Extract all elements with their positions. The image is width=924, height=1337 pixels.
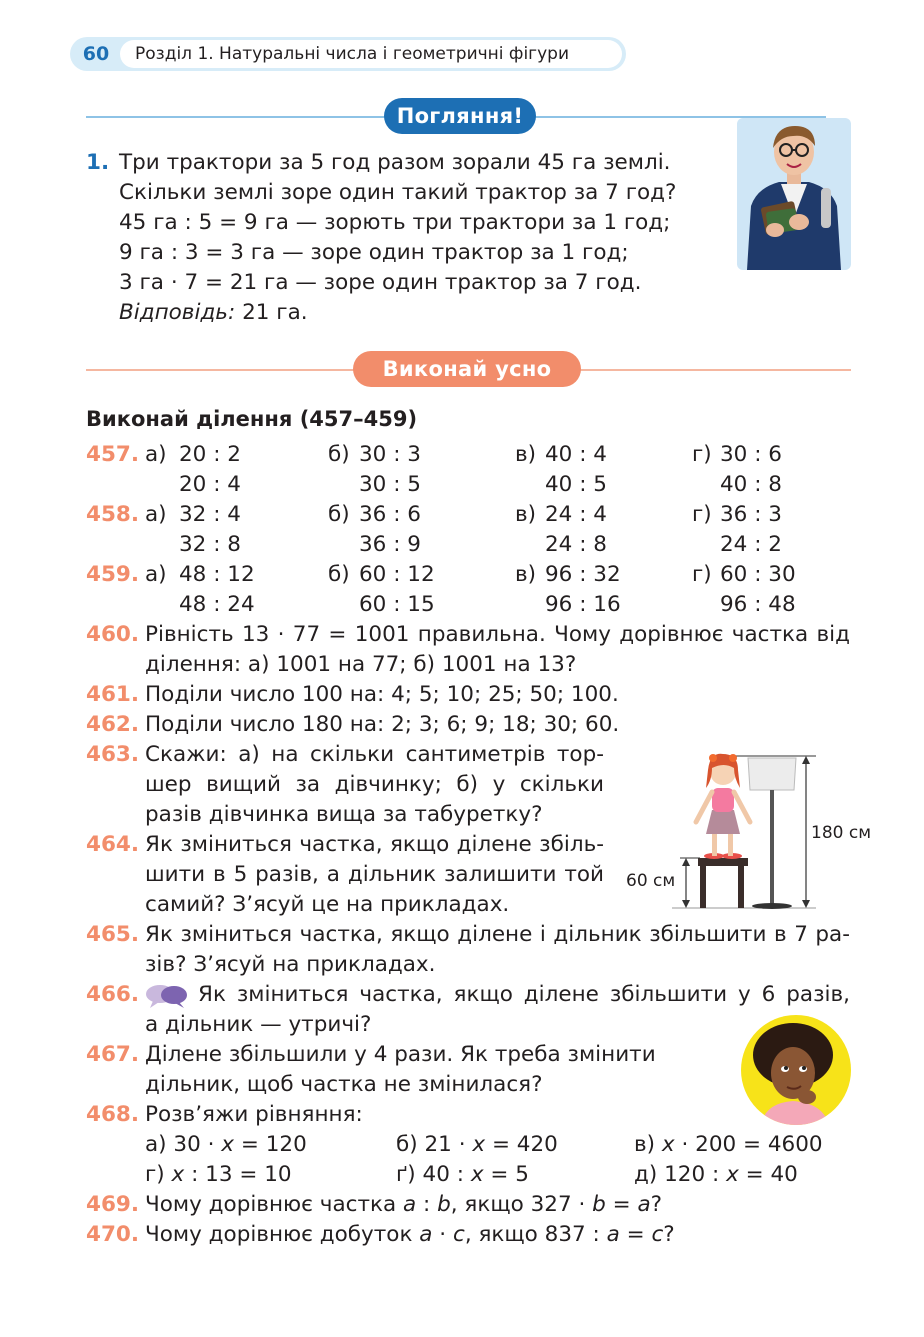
eq-post: : 13 = 10 (184, 1162, 292, 1187)
label: в) (515, 442, 537, 467)
look-task-number: 1. (86, 150, 110, 175)
label: б) (328, 502, 350, 527)
eq-post: · 200 = 4600 (674, 1132, 823, 1157)
expr: 20 : 2 (179, 442, 241, 467)
task-463-line-3: разів дівчинка вища за табуретку? (145, 802, 543, 827)
expr: 96 : 32 (545, 562, 621, 587)
var-a: a (403, 1192, 417, 1217)
expr: 48 : 12 (179, 562, 255, 587)
eq-var: x (472, 1132, 486, 1157)
expr: 96 : 48 (720, 592, 796, 617)
page-number: 60 (82, 43, 110, 65)
task-number-457: 457. (86, 442, 140, 467)
eq-label: а) (145, 1132, 167, 1157)
task-462-text: Поділи число 180 на: 2; 3; 6; 9; 18; 30; 60. (145, 712, 620, 737)
task-469-text (145, 1190, 662, 1220)
eq-post: = 5 (483, 1162, 529, 1187)
task-465-line-1: Як зміниться частка, якщо ділене і дільник збільшити в 7 ра- (145, 922, 850, 947)
var-b: b (592, 1192, 606, 1217)
expr: 60 : 30 (720, 562, 796, 587)
expr: 24 : 4 (545, 502, 607, 527)
eq-label: г) (145, 1162, 165, 1187)
task-467-line-1: Ділене збільшили у 4 рази. Як треба змінити (145, 1042, 656, 1067)
var-c: c (452, 1222, 465, 1247)
task-463-line-1: Скажи: а) на скільки сантиметрів тор- (145, 742, 604, 767)
text: = (619, 1222, 652, 1247)
eq-pre: 30 · (173, 1132, 222, 1157)
equation-g (145, 1160, 292, 1190)
task-number-460: 460. (86, 622, 140, 647)
expr: 60 : 12 (359, 562, 435, 587)
expr: 30 : 3 (359, 442, 421, 467)
task-467-line-2: дільник, щоб частка не змінилася? (145, 1072, 543, 1097)
expr: 32 : 8 (179, 532, 241, 557)
eq-label: д) (634, 1162, 658, 1187)
text: ? (663, 1222, 675, 1247)
task-number-465: 465. (86, 922, 140, 947)
text: Чому дорівнює добуток (145, 1222, 420, 1247)
eq-var: x (661, 1132, 675, 1157)
var-a: a (419, 1222, 433, 1247)
eq-post: = 420 (485, 1132, 558, 1157)
chapter-title: Розділ 1. Натуральні числа і геометричні фігури (135, 44, 570, 64)
eq-pre: 120 : (664, 1162, 727, 1187)
boy-photo (737, 118, 851, 270)
task-468-text: Розв’яжи рівняння: (145, 1102, 363, 1127)
girl-thinking-photo (741, 1015, 851, 1125)
expr: 24 : 8 (545, 532, 607, 557)
look-line-1: Три трактори за 5 год разом зорали 45 га землі. (119, 150, 671, 175)
task-463-line-2: шер вищий за дівчинку; б) у скільки (145, 772, 604, 797)
text: , якщо 837 : (464, 1222, 607, 1247)
expr: 20 : 4 (179, 472, 241, 497)
label: а) (145, 562, 167, 587)
equation-d (634, 1160, 798, 1190)
expr: 60 : 15 (359, 592, 435, 617)
equation-gg (396, 1160, 529, 1190)
task-number-463: 463. (86, 742, 140, 767)
eq-label: б) (396, 1132, 418, 1157)
task-number-467: 467. (86, 1042, 140, 1067)
expr: 40 : 5 (545, 472, 607, 497)
label: б) (328, 562, 350, 587)
text: ? (650, 1192, 663, 1217)
task-465-line-2: зів? З’ясуй на прикладах. (145, 952, 436, 977)
eq-var: x (171, 1162, 185, 1187)
eq-var: x (221, 1132, 235, 1157)
expr: 32 : 4 (179, 502, 241, 527)
label-180cm: 180 см (811, 823, 872, 843)
oral-heading: Виконай ділення (457–459) (86, 407, 418, 431)
task-466-line-2: а дільник — утричі? (145, 1012, 372, 1037)
look-title: Погляння! (384, 98, 536, 134)
eq-pre: 40 : (422, 1162, 471, 1187)
task-number-464: 464. (86, 832, 140, 857)
task-number-461: 461. (86, 682, 140, 707)
expr: 36 : 6 (359, 502, 421, 527)
look-line-5: 3 га · 7 = 21 га — зоре один трактор за 7 год. (119, 270, 642, 295)
eq-label: ґ) (396, 1162, 416, 1187)
expr: 30 : 5 (359, 472, 421, 497)
task-460-line-1: Рівність 13 · 77 = 1001 правильна. Чому дорівнює частка від (145, 622, 850, 647)
task-464-line-2: шити в 5 разів, а дільник залишити той (145, 862, 604, 887)
expr: 40 : 4 (545, 442, 607, 467)
label-60cm: 60 см (626, 871, 676, 891)
expr: 36 : 3 (720, 502, 782, 527)
var-c: c (651, 1222, 664, 1247)
label: г) (692, 562, 712, 587)
task-number-459: 459. (86, 562, 140, 587)
label: в) (515, 562, 537, 587)
speech-bubbles-icon (145, 983, 189, 1009)
var-b: b (437, 1192, 451, 1217)
var-a: a (606, 1222, 620, 1247)
task-number-458: 458. (86, 502, 140, 527)
equation-b (396, 1130, 558, 1160)
task-464-line-3: самий? З’ясуй це на прикладах. (145, 892, 510, 917)
task-461-text: Поділи число 100 на: 4; 5; 10; 25; 50; 100. (145, 682, 619, 707)
expr: 40 : 8 (720, 472, 782, 497)
var-a: a (637, 1192, 651, 1217)
look-answer (119, 298, 308, 328)
equation-v (634, 1130, 823, 1160)
task-number-470: 470. (86, 1222, 140, 1247)
expr: 30 : 6 (720, 442, 782, 467)
expr: 48 : 24 (179, 592, 255, 617)
task-number-468: 468. (86, 1102, 140, 1127)
eq-var: x (726, 1162, 739, 1187)
text: · (432, 1222, 453, 1247)
task-number-462: 462. (86, 712, 140, 737)
text: Чому дорівнює частка (145, 1192, 403, 1217)
text: : (416, 1192, 438, 1217)
eq-post: = 40 (738, 1162, 798, 1187)
text: , якщо 327 · (450, 1192, 593, 1217)
expr: 24 : 2 (720, 532, 782, 557)
eq-pre: 21 · (424, 1132, 473, 1157)
oral-title: Виконай усно (353, 351, 581, 387)
look-line-4: 9 га : 3 = 3 га — зоре один трактор за 1 год; (119, 240, 629, 265)
eq-post: = 120 (234, 1132, 307, 1157)
label: а) (145, 442, 167, 467)
task-464-line-1: Як зміниться частка, якщо ділене збіль- (145, 832, 604, 857)
eq-label: в) (634, 1132, 656, 1157)
equation-a (145, 1130, 307, 1160)
task-460-line-2: ділення: а) 1001 на 77; б) 1001 на 13? (145, 652, 577, 677)
label: г) (692, 442, 712, 467)
task-470-text (145, 1220, 675, 1250)
label: в) (515, 502, 537, 527)
answer-value: 21 га. (242, 300, 308, 325)
expr: 36 : 9 (359, 532, 421, 557)
look-line-2: Скільки землі зоре один такий трактор за 7 год? (119, 180, 677, 205)
label: г) (692, 502, 712, 527)
task-number-469: 469. (86, 1192, 140, 1217)
task-466-line-1: Як зміниться частка, якщо ділене збільшити у 6 разів, (198, 982, 850, 1007)
answer-label: Відповідь: (119, 300, 236, 325)
label: а) (145, 502, 167, 527)
eq-var: x (470, 1162, 484, 1187)
expr: 96 : 16 (545, 592, 621, 617)
text: = (605, 1192, 638, 1217)
task-number-466: 466. (86, 982, 140, 1007)
look-line-3: 45 га : 5 = 9 га — зорють три трактори за 1 год; (119, 210, 671, 235)
label: б) (328, 442, 350, 467)
